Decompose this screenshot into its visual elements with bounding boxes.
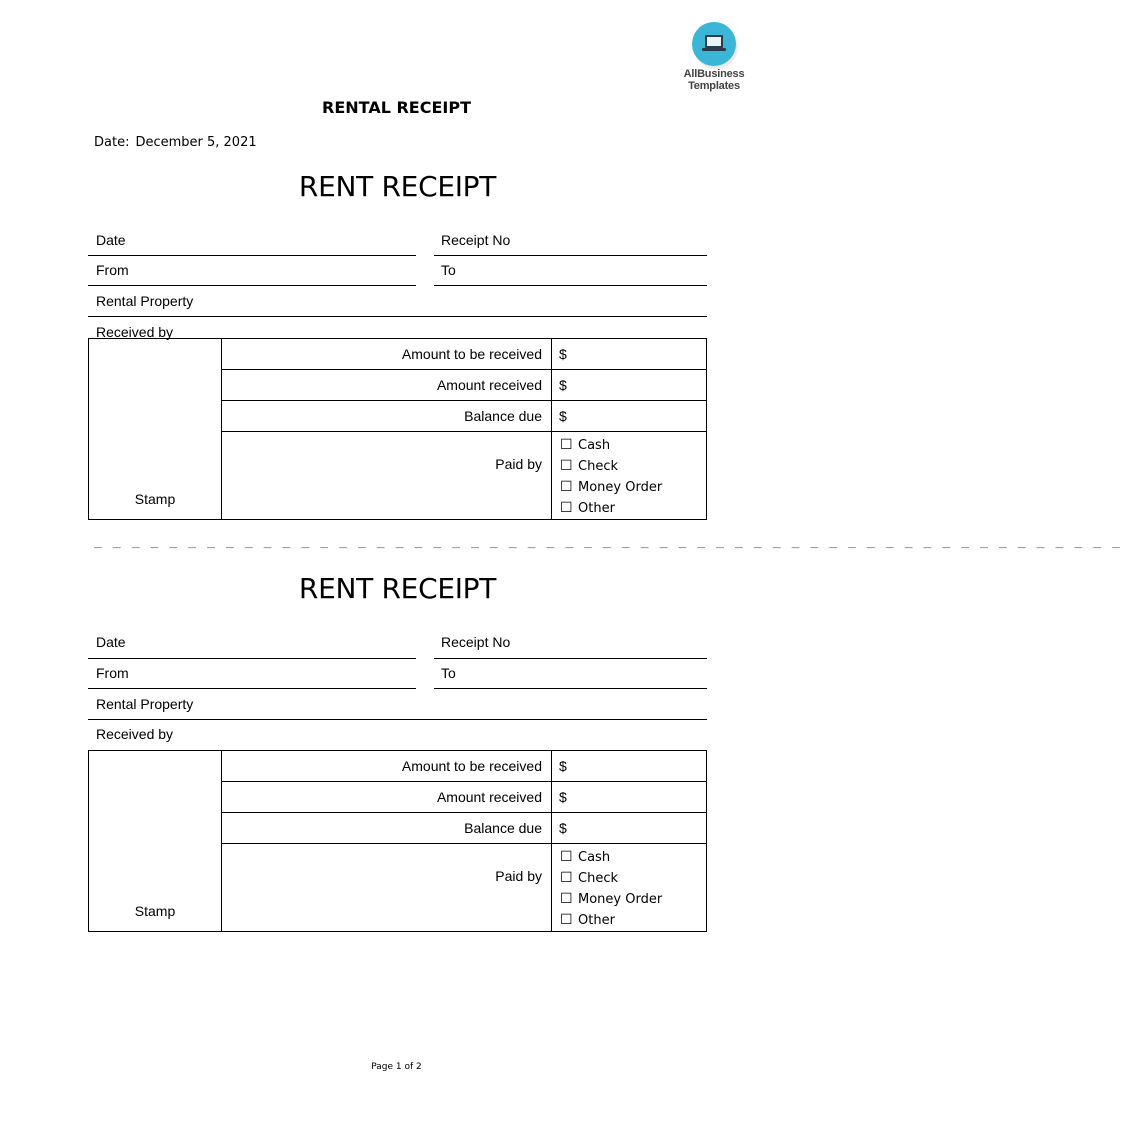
checkbox-icon[interactable]: ☐ [560, 870, 573, 886]
from-line[interactable] [88, 688, 416, 689]
date-line[interactable] [88, 255, 416, 256]
payment-option-label: Check [578, 871, 618, 886]
rental-property-line[interactable] [88, 316, 707, 317]
checkbox-icon[interactable]: ☐ [560, 500, 573, 516]
payment-methods [552, 432, 707, 520]
from-field-label: From [96, 262, 129, 278]
amount-to-receive-row [89, 339, 707, 370]
payment-option-cash[interactable] [560, 435, 706, 456]
page-footer: Page 1 of 2 [371, 1062, 422, 1072]
amount-to-receive-value[interactable]: $ [552, 339, 707, 370]
company-logo [672, 22, 756, 92]
balance-due-label: Balance due [222, 813, 552, 844]
rental-property-field-label: Rental Property [96, 293, 194, 309]
checkbox-icon[interactable]: ☐ [560, 912, 573, 928]
checkbox-icon[interactable]: ☐ [560, 458, 573, 474]
rent-receipt-2 [88, 572, 707, 932]
payment-option-label: Cash [578, 850, 611, 865]
payment-option-money-order[interactable] [560, 889, 706, 910]
balance-due-value[interactable]: $ [552, 813, 707, 844]
logo-line-2: Templates [688, 80, 740, 92]
receipt-no-line[interactable] [434, 658, 707, 659]
payment-option-check[interactable] [560, 456, 706, 477]
payment-option-money-order[interactable] [560, 477, 706, 498]
date-field-label: Date [96, 634, 126, 650]
amounts-table [88, 338, 707, 520]
amount-to-receive-value[interactable]: $ [552, 751, 707, 782]
received-by-field-label: Received by [96, 726, 174, 742]
stamp-cell: Stamp [89, 751, 222, 932]
to-field-label: To [441, 665, 456, 681]
amount-to-receive-row [89, 751, 707, 782]
amount-to-receive-label: Amount to be received [222, 751, 552, 782]
payment-option-other[interactable] [560, 498, 706, 519]
checkbox-icon[interactable]: ☐ [560, 849, 573, 865]
from-field-label: From [96, 665, 129, 681]
to-line[interactable] [434, 688, 707, 689]
amount-received-value[interactable]: $ [552, 370, 707, 401]
to-line[interactable] [434, 285, 707, 286]
paid-by-label: Paid by [222, 844, 552, 932]
receipt-title: RENT RECEIPT [298, 170, 497, 203]
receipt-no-line[interactable] [434, 255, 707, 256]
stamp-cell: Stamp [89, 339, 222, 520]
checkbox-icon[interactable]: ☐ [560, 479, 573, 495]
payment-option-label: Cash [578, 438, 611, 453]
balance-due-label: Balance due [222, 401, 552, 432]
balance-due-value[interactable]: $ [552, 401, 707, 432]
logo-line-1: AllBusiness [683, 68, 745, 80]
amount-received-value[interactable]: $ [552, 782, 707, 813]
date-field-label: Date [96, 232, 126, 248]
rental-property-field-label: Rental Property [96, 696, 194, 712]
receipt-no-field-label: Receipt No [441, 634, 511, 650]
payment-option-label: Other [578, 913, 615, 928]
payment-option-other[interactable] [560, 910, 706, 931]
checkbox-icon[interactable]: ☐ [560, 437, 573, 453]
payment-option-check[interactable] [560, 868, 706, 889]
date-line[interactable] [88, 658, 416, 659]
payment-option-label: Money Order [578, 892, 663, 907]
received-by-field-label: Received by [96, 324, 174, 340]
document-title: RENTAL RECEIPT [322, 98, 471, 117]
cut-line: _ _ _ _ _ _ _ _ _ _ _ _ _ _ _ _ _ _ _ _ _ _ _ _ _ _ _ _ _ _ _ _ _ _ _ _ _ _ _ _ _ _ _ _ _ _ _ _ _ _ _ _ _ _ _ [94, 534, 1122, 549]
paid-by-label: Paid by [222, 432, 552, 520]
payment-option-label: Money Order [578, 480, 663, 495]
checkbox-icon[interactable]: ☐ [560, 891, 573, 907]
payment-methods [552, 844, 707, 932]
amount-received-label: Amount received [222, 782, 552, 813]
document-date [94, 135, 257, 150]
laptop-icon [701, 34, 727, 54]
payment-option-label: Other [578, 501, 615, 516]
payment-option-label: Check [578, 459, 618, 474]
rent-receipt-1 [88, 170, 707, 530]
receipt-no-field-label: Receipt No [441, 232, 511, 248]
receipt-title: RENT RECEIPT [298, 572, 497, 605]
logo-badge [692, 22, 736, 66]
amount-to-receive-label: Amount to be received [222, 339, 552, 370]
document-date-label: Date: [94, 135, 130, 150]
logo-text [672, 68, 756, 92]
amounts-table [88, 750, 707, 932]
document-date-value: December 5, 2021 [135, 135, 257, 150]
from-line[interactable] [88, 285, 416, 286]
to-field-label: To [441, 262, 456, 278]
payment-option-cash[interactable] [560, 847, 706, 868]
rental-property-line[interactable] [88, 719, 707, 720]
amount-received-label: Amount received [222, 370, 552, 401]
